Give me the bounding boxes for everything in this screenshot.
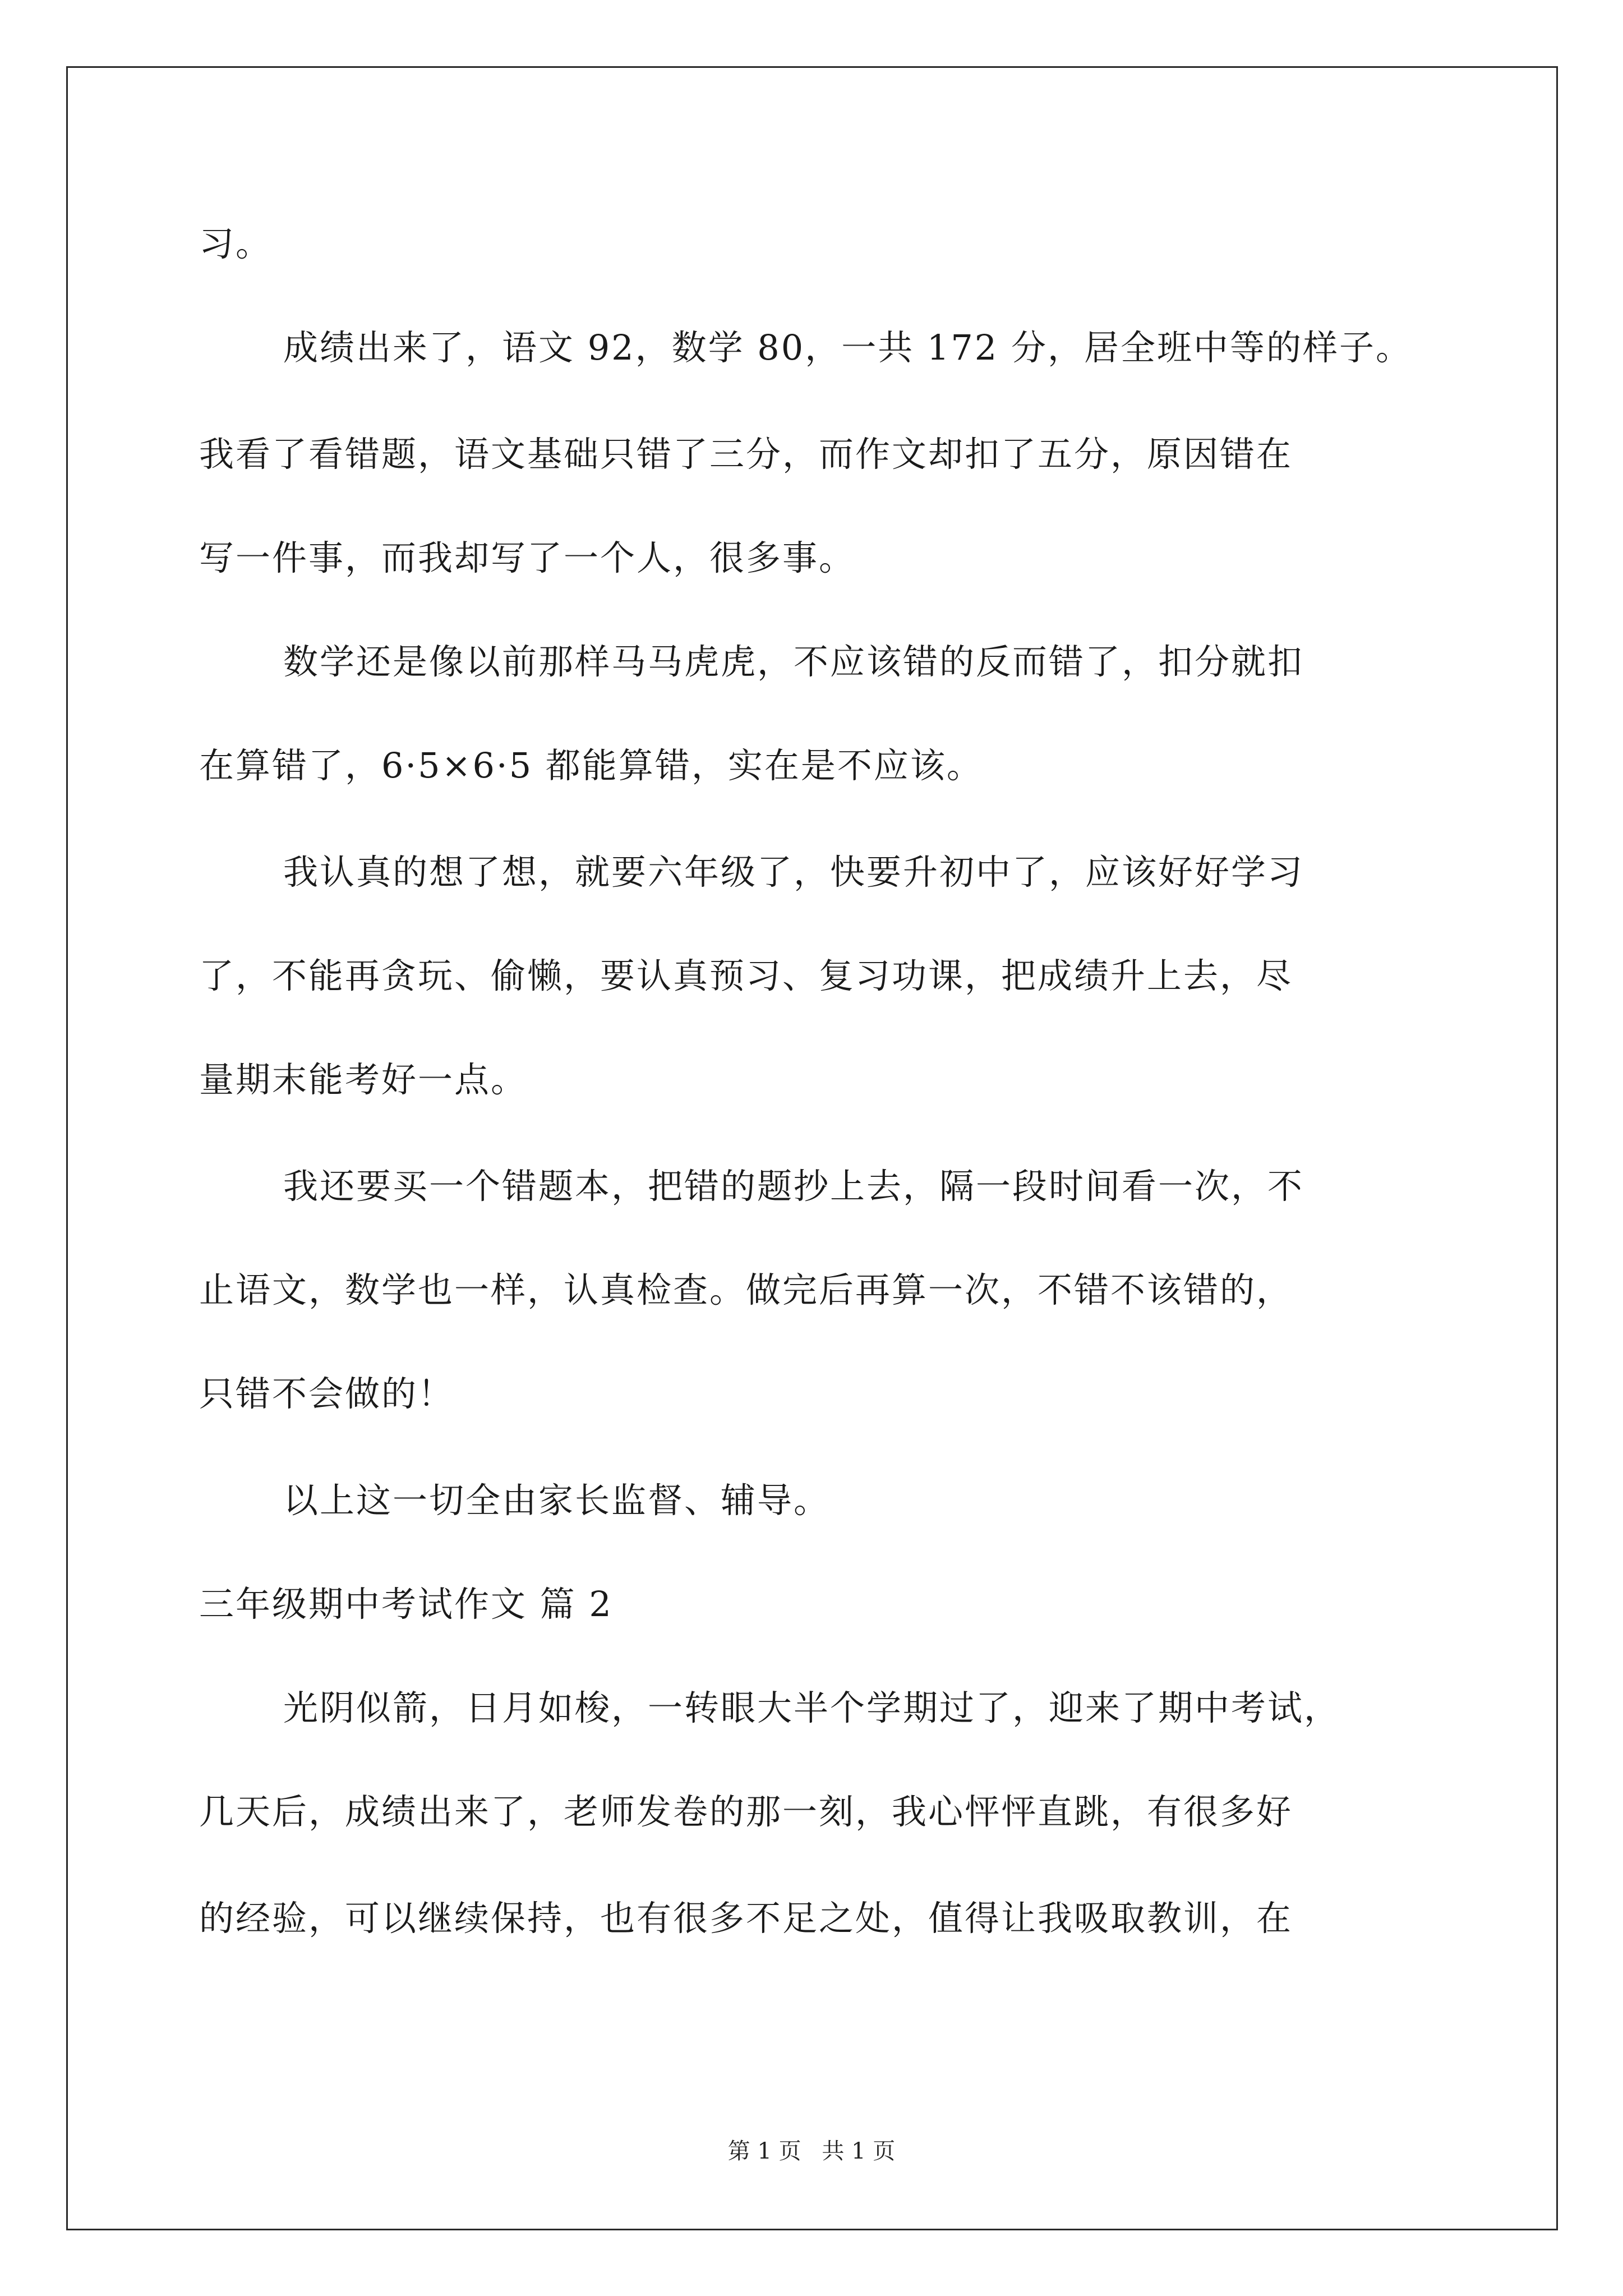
page-footer — [0, 2137, 1623, 2165]
page-total: 共 1 页 — [822, 2138, 896, 2164]
section-heading: 三年级期中考试作文 篇 2 — [199, 1584, 613, 1625]
paragraph-line: 我还要买一个错题本，把错的题抄上去，隔一段时间看一次，不 — [283, 1166, 1304, 1207]
page-number: 第 1 页 — [727, 2138, 801, 2164]
text-line: 量期末能考好一点。 — [199, 1059, 528, 1100]
paragraph-line: 我认真的想了想，就要六年级了，快要升初中了，应该好好学习 — [283, 852, 1304, 892]
paragraph-line: 成绩出来了，语文 92，数学 80，一共 172 分，居全班中等的样子。 — [283, 327, 1412, 368]
text-line: 在算错了，6·5×6·5 都能算错，实在是不应该。 — [199, 745, 983, 786]
paragraph-line: 以上这一切全由家长监督、辅导。 — [283, 1480, 831, 1521]
text-line: 了，不能再贪玩、偷懒，要认真预习、复习功课，把成绩升上去，尽 — [199, 955, 1293, 996]
text-line: 几天后，成绩出来了，老师发卷的那一刻，我心怦怦直跳，有很多好 — [199, 1791, 1293, 1832]
paragraph-line: 光阴似箭，日月如梭，一转眼大半个学期过了，迎来了期中考试， — [283, 1687, 1341, 1728]
text-line: 止语文，数学也一样，认真检查。做完后再算一次，不错不该错的， — [199, 1269, 1293, 1310]
paragraph-line: 数学还是像以前那样马马虎虎，不应该错的反而错了，扣分就扣 — [283, 641, 1304, 682]
text-line: 只错不会做的！ — [199, 1373, 455, 1414]
text-line: 习。 — [199, 223, 273, 264]
text-line: 我看了看错题，语文基础只错了三分，而作文却扣了五分，原因错在 — [199, 434, 1293, 475]
text-line: 的经验，可以继续保持，也有很多不足之处，值得让我吸取教训，在 — [199, 1898, 1293, 1939]
text-line: 写一件事，而我却写了一个人，很多事。 — [199, 537, 856, 578]
